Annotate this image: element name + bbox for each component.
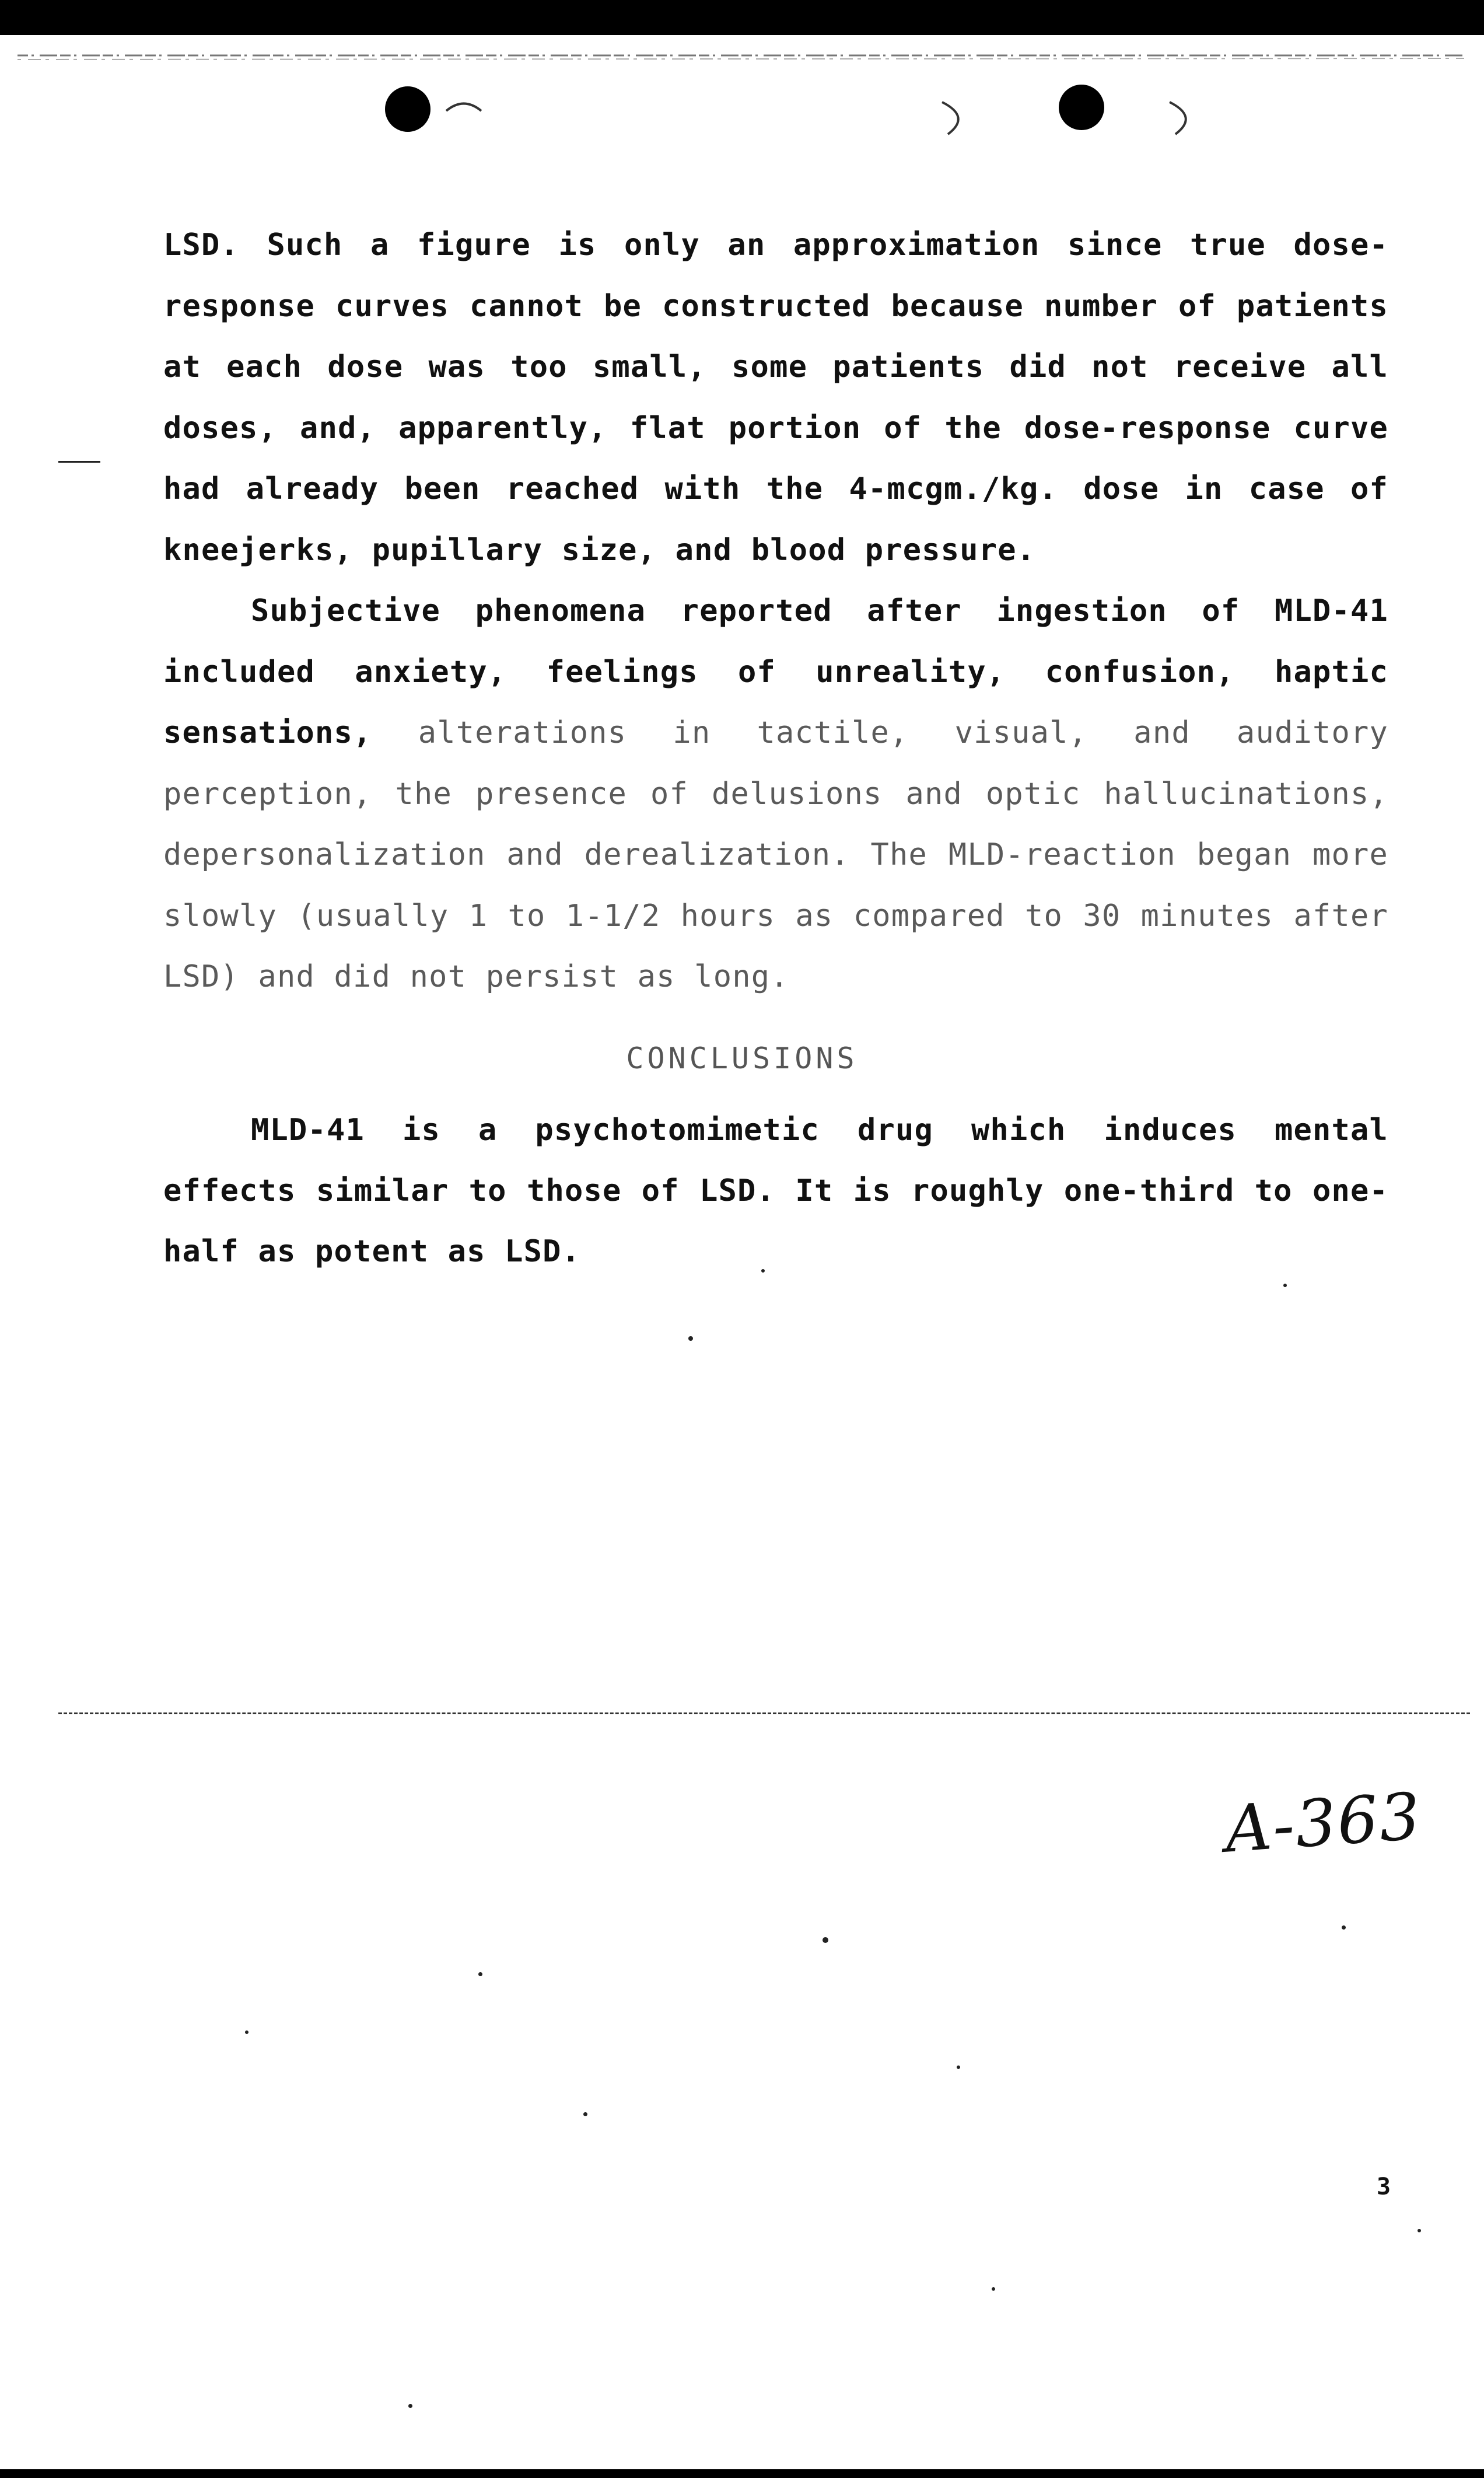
page-number: 3 [1377, 2173, 1391, 2200]
punch-hole-left [385, 86, 430, 132]
fold-line [58, 1712, 1470, 1714]
scan-speck [478, 1972, 482, 1976]
scan-speck [1418, 2229, 1421, 2232]
scan-speck [688, 1336, 693, 1341]
punch-arc-right [1164, 96, 1205, 137]
scan-bottom-border [0, 2469, 1484, 2478]
punch-arc-middle [936, 96, 977, 137]
margin-mark [58, 461, 100, 463]
section-heading-conclusions: CONCLUSIONS [626, 1041, 858, 1075]
scan-top-border [0, 0, 1484, 35]
punch-hole-right [1059, 85, 1104, 130]
paragraph-bold-part: Subjective phenomena reported after ingestion of MLD-41 included anxiety, feelings of unreality, confusion, haptic sensations, [163, 593, 1388, 750]
conclusion-paragraph: MLD-41 is a psychotomimetic drug which induces mental effects similar to those of LSD. It is roughly one-third to one-half as potent as LSD. [163, 1113, 1388, 1269]
scan-speck [1342, 1925, 1346, 1930]
scan-speck [408, 2404, 412, 2408]
conclusion-section [163, 1100, 1388, 1282]
scan-speck [1283, 1284, 1287, 1287]
scan-speck [957, 2065, 960, 2069]
scan-speck [992, 2287, 995, 2291]
paragraph-subjective-phenomena [163, 581, 1388, 1008]
scan-speck [245, 2030, 249, 2034]
punch-arc-left [443, 93, 484, 134]
handwritten-document-code: A-363 [1222, 1778, 1424, 1867]
body-text [163, 215, 1388, 1008]
paragraph-faded-part: alterations in tactile, visual, and auditory perception, the presence of delusions and optic hallucinations, depersonalization and derealization. The MLD-reaction began more slowly (usually 1 to 1-1/2 hours as compared to 30 minutes after LSD) and did not persist as long. [163, 715, 1388, 994]
scan-speck [583, 2112, 587, 2116]
scan-speck [761, 1269, 765, 1273]
scan-speck [822, 1937, 828, 1943]
paragraph-continuation: LSD. Such a figure is only an approximation since true dose-response curves cannot be constructed because number of patients at each dose was too small, some patients did not receive all doses, and, apparently, flat portion of the dose-response curve had already been reached with the 4-mcgm./kg. dose in case of kneejerks, pupillary size, and blood pressure. [163, 228, 1388, 568]
scan-noise-strip [18, 41, 1464, 70]
